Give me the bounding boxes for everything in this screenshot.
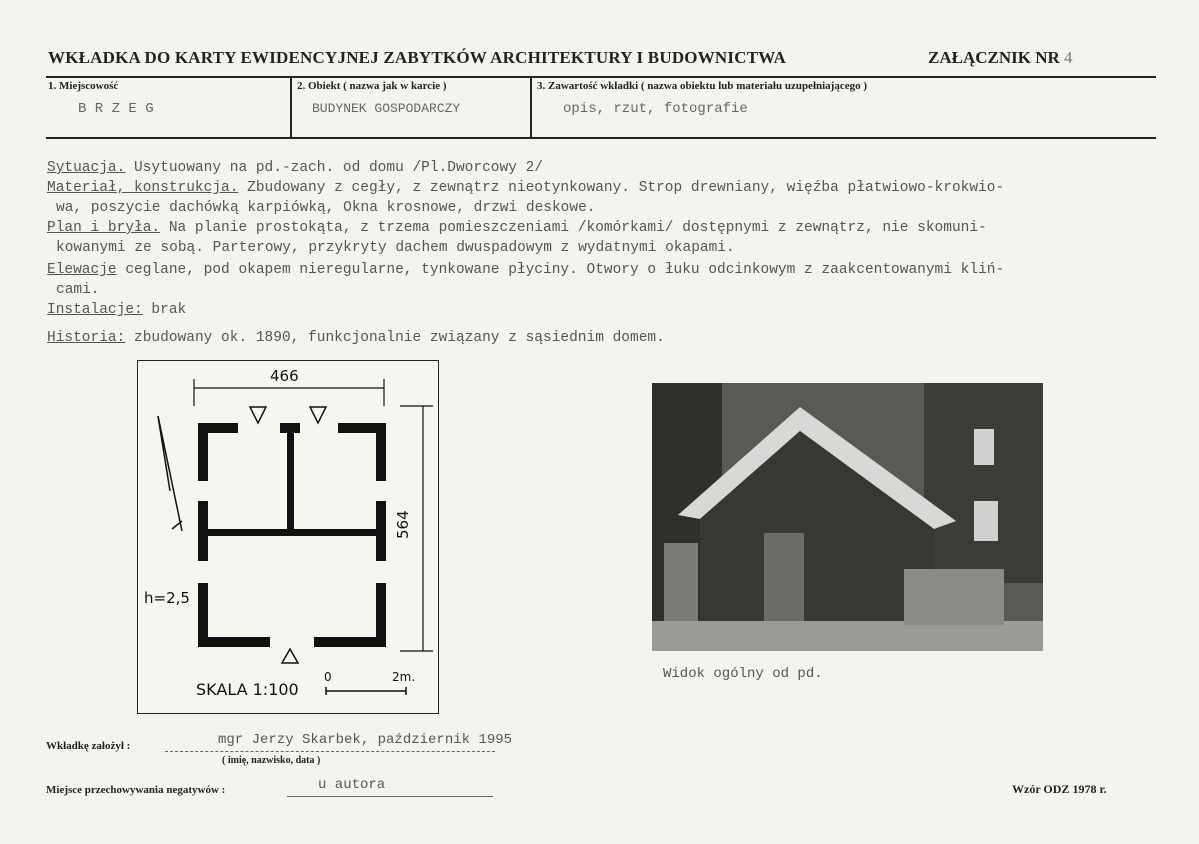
field-1-value: B R Z E G <box>78 101 154 117</box>
photo-caption: Widok ogólny od pd. <box>663 666 823 682</box>
description-line-label: Instalacje: <box>47 302 143 318</box>
plan-width-label: 466 <box>270 367 299 385</box>
field-2-label: 2. Obiekt ( nazwa jak w karcie ) <box>297 80 447 92</box>
description-line-label: Materiał, konstrukcja. <box>47 180 239 196</box>
description-line <box>47 262 1004 278</box>
description-line-label: Historia: <box>47 330 126 346</box>
field-2-value: BUDYNEK GOSPODARCZY <box>312 101 461 116</box>
prepared-by-hint: ( imię, nazwisko, data ) <box>222 755 321 766</box>
description-line-text: Na planie prostokąta, z trzema pomieszczeniami /komórkami/ dostępnymi z zewnątrz, nie skomuni- <box>160 220 987 236</box>
storage-value: u autora <box>318 777 386 793</box>
plan-scale-zero: 0 <box>324 670 332 684</box>
header-top-rule <box>46 76 1156 78</box>
description-line <box>47 302 186 318</box>
description-line-label: Elewacje <box>47 262 117 278</box>
description-line <box>47 160 543 176</box>
annex-label-text: ZAŁĄCZNIK NR <box>928 48 1060 67</box>
description-line-text: Usytuowany na pd.-zach. od domu /Pl.Dworcowy 2/ <box>125 160 543 176</box>
description-line-text: kowanymi ze sobą. Parterowy, przykryty dachem dwuspadowym z wydatnymi okapami. <box>56 240 735 256</box>
prepared-by-value: mgr Jerzy Skarbek, październik 1995 <box>218 732 513 748</box>
plan-height-note: h=2,5 <box>144 589 190 607</box>
floor-plan-drawing <box>138 361 438 713</box>
description-line <box>56 240 735 256</box>
description-line-text: zbudowany ok. 1890, funkcjonalnie związany z sąsiednim domem. <box>125 330 665 346</box>
form-template-label: Wzór ODZ 1978 r. <box>1012 782 1107 796</box>
prepared-by-line <box>165 751 495 752</box>
storage-label: Miejsce przechowywania negatywów : <box>46 784 226 796</box>
plan-scale-end: 2m. <box>392 670 416 684</box>
plan-scale-label: SKALA 1:100 <box>196 680 299 699</box>
header-bottom-rule <box>46 137 1156 139</box>
storage-line <box>287 796 493 797</box>
description-line-label: Sytuacja. <box>47 160 126 176</box>
description-line <box>56 282 100 298</box>
description-line-text: cami. <box>56 282 100 298</box>
description-line-text: Zbudowany z cegły, z zewnątrz nieotynkowany. Strop drewniany, więźba płatwiowo-krokwio- <box>238 180 1005 196</box>
description-line <box>47 180 1004 196</box>
field-divider-2 <box>530 78 532 137</box>
field-3-label: 3. Zawartość wkładki ( nazwa obiektu lub materiału uzupełniającego ) <box>537 80 868 92</box>
field-1-label: 1. Miejscowość <box>48 80 119 92</box>
description-line <box>47 220 987 236</box>
field-divider-1 <box>290 78 292 137</box>
description-line-text: wa, poszycie dachówką karpiówką, Okna krosnowe, drzwi deskowe. <box>56 200 596 216</box>
document-title: WKŁADKA DO KARTY EWIDENCYJNEJ ZABYTKÓW ARCHITEKTURY I BUDOWNICTWA <box>48 48 787 67</box>
annex-number: 4 <box>1064 48 1073 67</box>
description-line <box>56 200 596 216</box>
description-line-text: ceglane, pod okapem nieregularne, tynkowane płyciny. Otwory o łuku odcinkowym z zaakcentowanymi kliń- <box>116 262 1005 278</box>
building-photo <box>652 383 1043 651</box>
field-3-value: opis, rzut, fotografie <box>563 101 748 117</box>
annex-label <box>928 48 1073 68</box>
description-line <box>47 330 665 346</box>
plan-depth-label: 564 <box>394 510 412 539</box>
description-line-text: brak <box>142 302 187 318</box>
floor-plan-frame <box>137 360 439 714</box>
description-line-label: Plan i bryła. <box>47 220 161 236</box>
prepared-by-label: Wkładkę założył : <box>46 740 131 752</box>
